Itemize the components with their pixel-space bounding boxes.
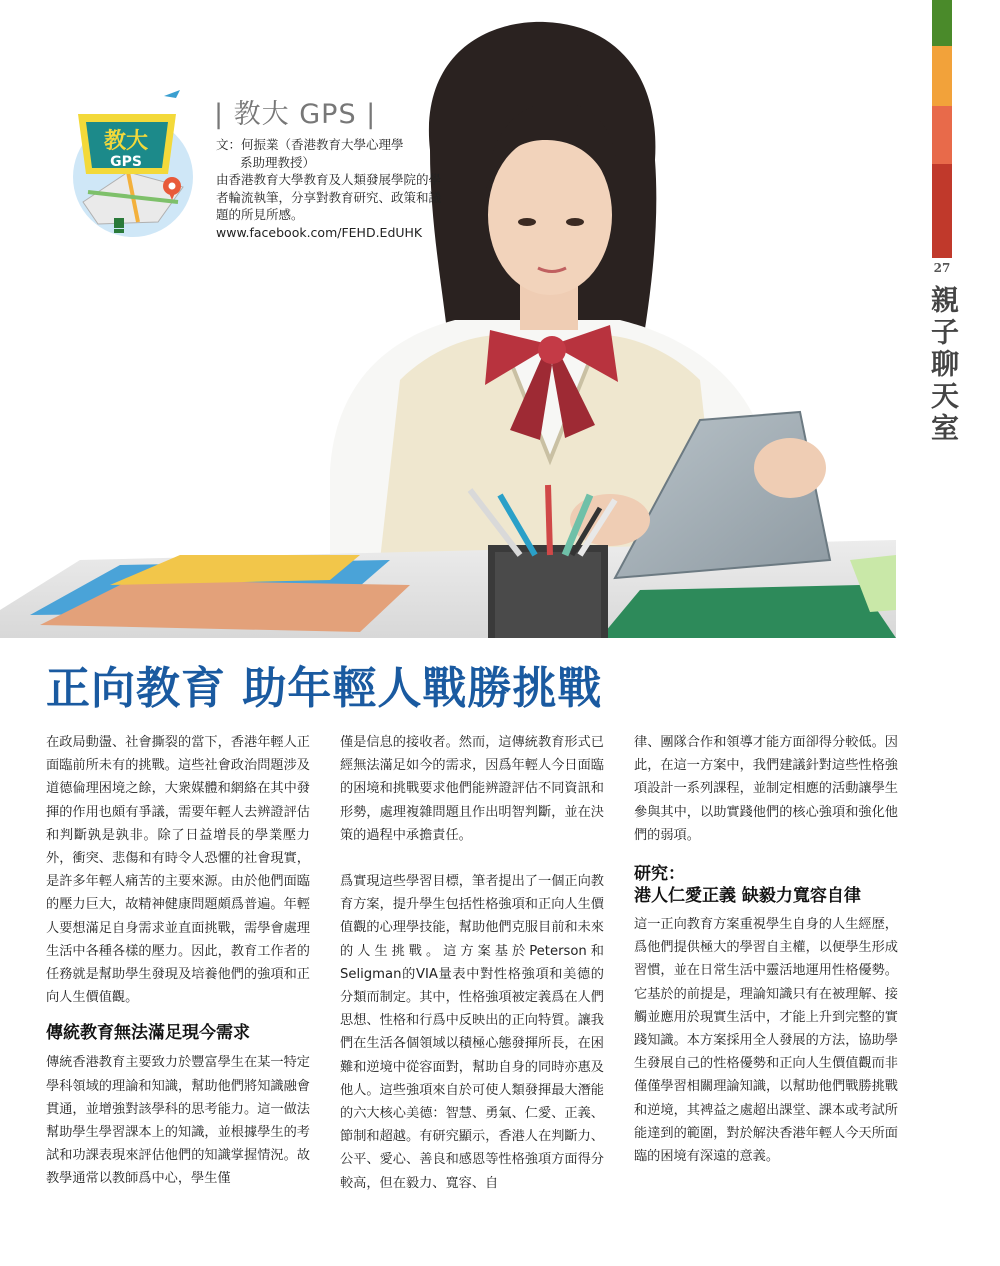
edu-gps-logo <box>68 82 198 242</box>
color-strip-orange <box>932 46 952 106</box>
text-column-3 <box>634 731 898 1168</box>
text-column-2 <box>340 731 604 1195</box>
byline <box>216 136 452 241</box>
color-strip-green <box>932 0 952 46</box>
paragraph-1: 在政局動盪、社會撕裂的當下，香港年輕人正面臨前所未有的挑戰。這些社會政治問題涉及道德倫理困境之餘，大衆媒體和網絡在其中發揮的作用也頗有爭議，需要年輕人去辨證評估和判斷孰是孰非。除了日益增長的學業壓力外，衝突、悲傷和有時令人恐懼的社會現實，是許多年輕人痛苦的主要來源。由於他們面臨的壓力巨大，故精神健康問題頗爲普遍。年輕人要想滿足自身需求並直面挑戰，需學會處理生活中各種各樣的壓力。因此，教育工作者的任務就是幫助學生發現及培養他們的強項和正向人生價值觀。 <box>46 735 310 1006</box>
paragraph-5: 律、團隊合作和領導才能方面卻得分較低。因此，在這一方案中，我們建議針對這些性格強項設計一系列課程，並制定相應的活動讓學生參與其中，以助實踐他們的核心強項和強化他們的弱項。 <box>634 735 898 843</box>
paragraph-6: 這一正向教育方案重視學生自身的人生經歷，爲他們提供極大的學習自主權，以便學生形成習慣，並在日常生活中靈活地運用性格優勢。它基於的前提是，理論知識只有在被理解、接觸並應用於現實生活中，才能上升到完整的實踐知識。本方案採用全人發展的方法，協助學生發展自己的性格優勢和正向人生價值觀而非僅僅學習相關理論知識，以幫助他們戰勝挑戰和逆境，其裨益之處超出課堂、課本或考試所能達到的範圍，對於解決香港年輕人今天所面臨的困境有深遠的意義。 <box>634 917 898 1165</box>
page-number: 27 <box>933 261 951 275</box>
subheading-1: 傳統教育無法滿足現今需求 <box>46 1023 250 1044</box>
text-column-1 <box>46 731 310 1191</box>
paragraph-2: 傳統香港教育主要致力於豐富學生在某一特定學科領域的理論和知識，幫助他們將知識融會貫通，並增強對該學科的思考能力。這一做法幫助學生學習課本上的知識，並根據學生的考試和功課表現來評估他們的知識掌握情況。故教學通常以教師爲中心，學生僅 <box>46 1055 310 1187</box>
subheading-2a: 研究： <box>634 864 685 885</box>
paragraph-4: 爲實現這些學習目標，筆者提出了一個正向教育方案，提升學生包括性格強項和正向人生價值觀的心理學技能，幫助他們克服目前和未來的人生挑戰。這方案基於Peterson和Seligman的VIA量表中對性格強項和美德的分類而制定。其中，性格強項被定義爲在人們思想、性格和行爲中反映出的正向特質。讓我們在生活各個領域以積極心態發揮所長，在困難和逆境中從容面對，幫助自身的同時亦惠及他人。這些強項來自於可使人類發揮最大潛能的六大核心美德：智慧、勇氣、仁愛、正義、節制和超越。有研究顯示，香港人在判斷力、公平、愛心、善良和感恩等性格強項方面得分較高，但在毅力、寬容、自 <box>340 874 604 1191</box>
color-strip-coral <box>932 106 952 164</box>
byline-description: 由香港教育大學教育及人類發展學院的學者輪流執筆，分享對教育研究、政策和議題的所見所感。www.facebook.com/FEHD.EdUHK <box>216 172 442 240</box>
byline-author: 文：何振業（香港教育大學心理學 <box>216 137 404 152</box>
byline-position: 系助理教授） <box>240 154 316 170</box>
color-strip-red <box>932 164 952 258</box>
paragraph-3: 僅是信息的接收者。然而，這傳統教育形式已經無法滿足如今的需求，因爲年輕人今日面臨的困境和挑戰要求他們能辨證評估不同資訊和形勢，處理複雜問題且作出明智判斷，並在決策的過程中承擔責任。 <box>340 735 604 843</box>
column-title: | 教大 GPS | <box>214 99 377 130</box>
article-headline: 正向教育 助年輕人戰勝挑戰 <box>46 663 603 714</box>
section-name: 親子聊天室 <box>927 285 960 445</box>
logo-sub-text: GPS <box>110 154 142 170</box>
logo-main-text: 教大 <box>103 129 149 154</box>
subheading-2b: 港人仁愛正義 缺毅力寬容自律 <box>634 886 861 907</box>
